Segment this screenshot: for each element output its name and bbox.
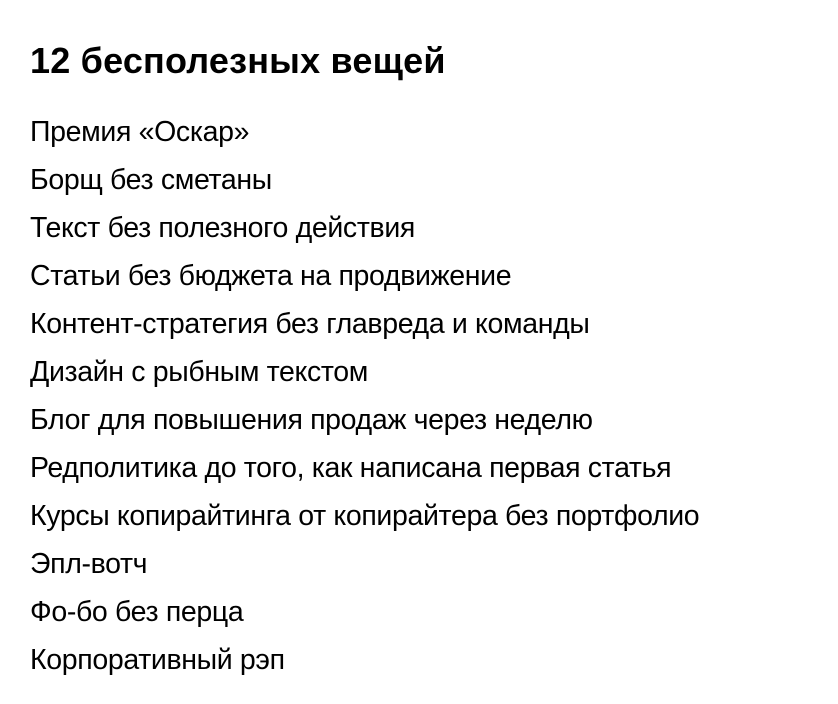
page-title: 12 бесполезных вещей	[30, 40, 446, 81]
list-item: Блог для повышения продаж через неделю	[30, 404, 593, 436]
list-item: Контент-стратегия без главреда и команды	[30, 308, 590, 340]
list-item: Эпл-вотч	[30, 548, 148, 580]
list-item: Курсы копирайтинга от копирайтера без портфолио	[30, 500, 700, 532]
useless-things-list	[30, 108, 830, 684]
list-item: Фо-бо без перца	[30, 596, 244, 628]
list-item: Корпоративный рэп	[30, 644, 285, 676]
list-item: Премия «Оскар»	[30, 116, 250, 148]
document-page	[30, 38, 830, 684]
list-item: Борщ без сметаны	[30, 164, 272, 196]
list-item: Дизайн с рыбным текстом	[30, 356, 369, 388]
list-item: Статьи без бюджета на продвижение	[30, 260, 512, 292]
list-item: Редполитика до того, как написана первая статья	[30, 452, 672, 484]
list-item: Текст без полезного действия	[30, 212, 415, 244]
